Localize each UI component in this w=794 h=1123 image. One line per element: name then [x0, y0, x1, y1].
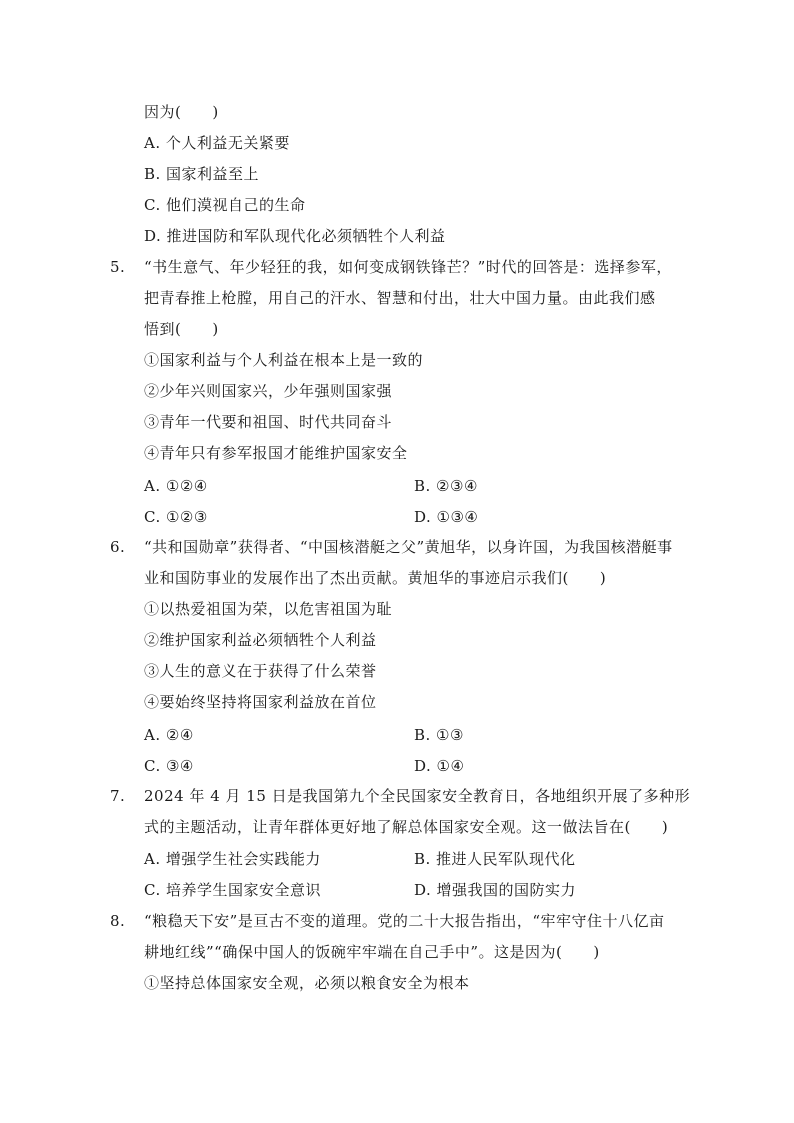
q4-option-b: B. 国家利益至上 [144, 165, 260, 183]
q6-statement-4: ④要始终坚持将国家利益放在首位 [144, 693, 377, 711]
q5-option-b: B. ②③④ [414, 477, 478, 495]
q6-stem-line-1: “共和国勋章”获得者、“中国核潜艇之父”黄旭华，以身许国，为我国核潜艇事 [144, 538, 673, 556]
q5-statement-3: ③青年一代要和祖国、时代共同奋斗 [144, 413, 393, 431]
q5-statement-2: ②少年兴则国家兴，少年强则国家强 [144, 382, 393, 400]
q5-number: 5. [110, 258, 126, 276]
q7-option-b: B. 推进人民军队现代化 [414, 850, 576, 868]
q4-option-a: A. 个人利益无关紧要 [144, 134, 290, 152]
q7-option-a: A. 增强学生社会实践能力 [144, 850, 321, 868]
q5-stem-line-3: 悟到( ) [144, 320, 219, 338]
q5-stem-line-1: “书生意气、年少轻狂的我，如何变成钢铁锋芒？”时代的回答是：选择参军， [144, 258, 672, 276]
q4-option-d: D. 推进国防和军队现代化必须牺牲个人利益 [144, 227, 446, 245]
q4-option-c: C. 他们漠视自己的生命 [144, 196, 306, 214]
q6-statement-3: ③人生的意义在于获得了什么荣誉 [144, 662, 377, 680]
q6-option-d: D. ①④ [414, 757, 465, 775]
q6-statement-1: ①以热爱祖国为荣，以危害祖国为耻 [144, 600, 393, 618]
q6-stem-line-2: 业和国防事业的发展作出了杰出贡献。黄旭华的事迹启示我们( ) [144, 569, 607, 587]
q7-number: 7. [110, 787, 126, 805]
q7-option-d: D. 增强我国的国防实力 [414, 881, 577, 899]
q5-stem-line-2: 把青春推上枪膛，用自己的汗水、智慧和付出，壮大中国力量。由此我们感 [144, 289, 656, 307]
q6-option-a: A. ②④ [144, 726, 194, 744]
q7-stem-line-1: 2024 年 4 月 15 日是我国第九个全民国家安全教育日，各地组织开展了多种形 [144, 787, 691, 805]
q6-option-c: C. ③④ [144, 757, 194, 775]
q8-stem-line-2: 耕地红线”“确保中国人的饭碗牢牢端在自己手中”。这是因为( ) [144, 943, 600, 961]
q7-option-c: C. 培养学生国家安全意识 [144, 881, 321, 899]
q5-option-c: C. ①②③ [144, 508, 208, 526]
q4-stem-tail: 因为( ) [144, 103, 219, 121]
q8-number: 8. [110, 912, 126, 930]
q6-statement-2: ②维护国家利益必须牺牲个人利益 [144, 631, 377, 649]
q5-statement-4: ④青年只有参军报国才能维护国家安全 [144, 444, 408, 462]
q7-stem-line-2: 式的主题活动，让青年群体更好地了解总体国家安全观。这一做法旨在( ) [144, 818, 669, 836]
q5-statement-1: ①国家利益与个人利益在根本上是一致的 [144, 351, 424, 369]
q6-number: 6. [110, 538, 126, 556]
q6-option-b: B. ①③ [414, 726, 464, 744]
q5-option-a: A. ①②④ [144, 477, 208, 495]
q5-option-d: D. ①③④ [414, 508, 479, 526]
q8-stem-line-1: “粮稳天下安”是亘古不变的道理。党的二十大报告指出，“牢牢守住十八亿亩 [144, 912, 665, 930]
q8-statement-1: ①坚持总体国家安全观，必须以粮食安全为根本 [144, 974, 470, 992]
